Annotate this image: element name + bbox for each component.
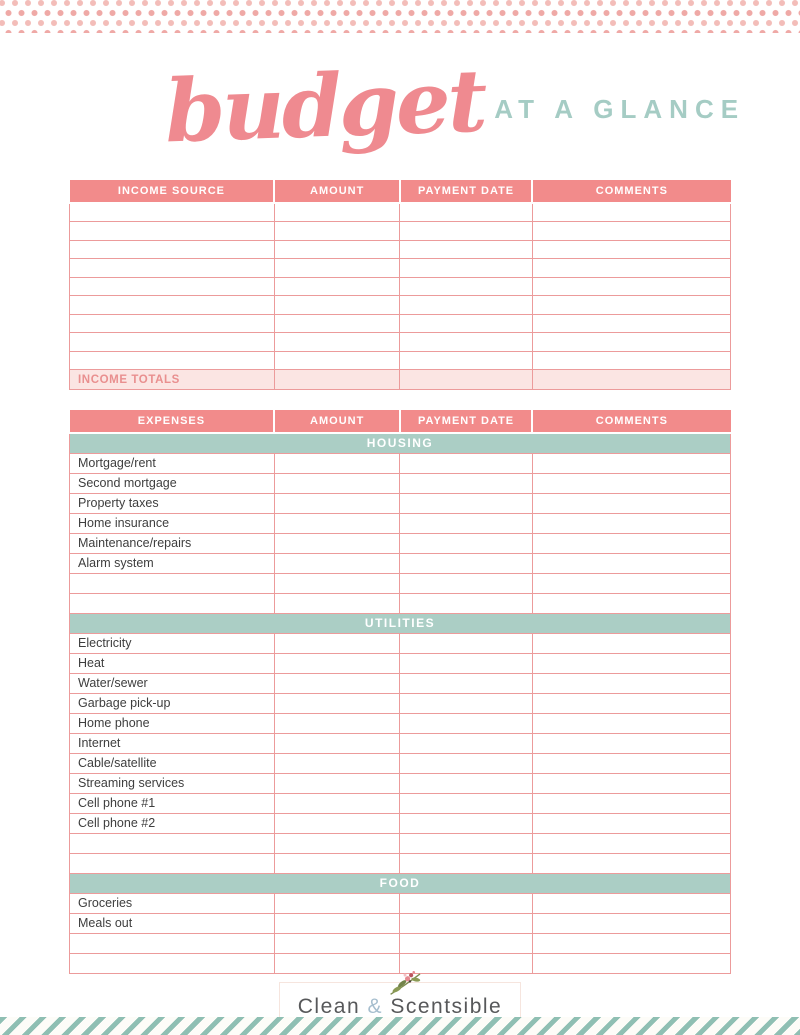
expense-row xyxy=(70,453,731,473)
blank-cell xyxy=(70,351,275,370)
blank-cell xyxy=(274,493,400,513)
brand-word-clean: Clean xyxy=(297,994,361,1018)
title-suffix-text: AT A GLANCE xyxy=(494,94,746,124)
expense-row xyxy=(70,933,731,953)
blank-cell xyxy=(274,733,400,753)
blank-cell xyxy=(532,222,730,241)
blank-cell xyxy=(400,933,532,953)
expense-item-label: Alarm system xyxy=(70,553,275,573)
blank-cell xyxy=(532,653,730,673)
expense-row xyxy=(70,833,731,853)
blank-cell xyxy=(400,370,532,390)
expense-item-label: Maintenance/repairs xyxy=(70,533,275,553)
expense-item-label: Water/sewer xyxy=(70,673,275,693)
polka-dot-border xyxy=(0,0,800,33)
blank-cell xyxy=(532,833,730,853)
blank-cell xyxy=(532,473,730,493)
blank-cell xyxy=(274,653,400,673)
blank-cell xyxy=(400,913,532,933)
blank-cell xyxy=(400,793,532,813)
blank-cell xyxy=(274,513,400,533)
blank-cell xyxy=(532,693,730,713)
expense-row xyxy=(70,653,731,673)
blank-cell xyxy=(532,953,730,973)
income-table xyxy=(69,180,731,390)
blank-cell xyxy=(400,653,532,673)
blank-cell xyxy=(532,893,730,913)
expenses-table xyxy=(69,410,731,974)
blank-cell xyxy=(70,933,275,953)
blank-cell xyxy=(274,453,400,473)
blank-cell xyxy=(400,513,532,533)
income-row xyxy=(70,314,731,333)
column-header: AMOUNT xyxy=(274,180,400,203)
expense-row xyxy=(70,573,731,593)
blank-cell xyxy=(532,493,730,513)
blank-cell xyxy=(532,793,730,813)
blank-cell xyxy=(532,933,730,953)
blank-cell xyxy=(274,933,400,953)
blank-cell xyxy=(532,853,730,873)
column-header: PAYMENT DATE xyxy=(400,410,532,433)
expense-row xyxy=(70,713,731,733)
blank-cell xyxy=(532,277,730,296)
blank-cell xyxy=(532,673,730,693)
blank-cell xyxy=(70,333,275,352)
blank-cell xyxy=(400,733,532,753)
blank-cell xyxy=(274,813,400,833)
blank-cell xyxy=(274,473,400,493)
expense-item-label: Garbage pick-up xyxy=(70,693,275,713)
blank-cell xyxy=(400,259,532,278)
blank-cell xyxy=(70,240,275,259)
blank-cell xyxy=(274,593,400,613)
blank-cell xyxy=(70,259,275,278)
blank-cell xyxy=(400,240,532,259)
blank-cell xyxy=(274,240,400,259)
blank-cell xyxy=(274,370,400,390)
blank-cell xyxy=(70,853,275,873)
blank-cell xyxy=(274,296,400,315)
blank-cell xyxy=(400,593,532,613)
blank-cell xyxy=(70,222,275,241)
expense-item-label: Cell phone #1 xyxy=(70,793,275,813)
blank-cell xyxy=(400,813,532,833)
blank-cell xyxy=(532,351,730,370)
income-row xyxy=(70,351,731,370)
expense-row xyxy=(70,533,731,553)
blank-cell xyxy=(400,296,532,315)
blank-cell xyxy=(400,633,532,653)
blank-cell xyxy=(400,673,532,693)
floral-sprig-icon xyxy=(384,967,429,1001)
blank-cell xyxy=(274,693,400,713)
blank-cell xyxy=(70,953,275,973)
brand-ampersand: & xyxy=(367,994,383,1018)
expense-item-label: Property taxes xyxy=(70,493,275,513)
income-header-row xyxy=(70,180,731,203)
blank-cell xyxy=(532,370,730,390)
blank-cell xyxy=(274,853,400,873)
expense-item-label: Home phone xyxy=(70,713,275,733)
income-table-body xyxy=(70,203,731,390)
blank-cell xyxy=(532,333,730,352)
blank-cell xyxy=(400,553,532,573)
blank-cell xyxy=(400,351,532,370)
section-band-label: FOOD xyxy=(70,873,731,893)
column-header: PAYMENT DATE xyxy=(400,180,532,203)
blank-cell xyxy=(274,533,400,553)
expense-row xyxy=(70,813,731,833)
blank-cell xyxy=(400,773,532,793)
column-header: COMMENTS xyxy=(532,180,730,203)
expense-item-label: Meals out xyxy=(70,913,275,933)
expense-item-label: Second mortgage xyxy=(70,473,275,493)
blank-cell xyxy=(400,753,532,773)
blank-cell xyxy=(532,240,730,259)
blank-cell xyxy=(532,813,730,833)
expense-item-label: Cable/satellite xyxy=(70,753,275,773)
blank-cell xyxy=(274,753,400,773)
expense-item-label: Cell phone #2 xyxy=(70,813,275,833)
blank-cell xyxy=(532,259,730,278)
blank-cell xyxy=(274,833,400,853)
blank-cell xyxy=(532,633,730,653)
expense-row xyxy=(70,773,731,793)
blank-cell xyxy=(400,203,532,222)
blank-cell xyxy=(400,314,532,333)
expense-row xyxy=(70,673,731,693)
income-totals-row xyxy=(70,370,731,390)
expense-row xyxy=(70,553,731,573)
income-row xyxy=(70,240,731,259)
brand-word-scentsible: Scentsible xyxy=(390,994,503,1018)
blank-cell xyxy=(532,513,730,533)
blank-cell xyxy=(400,333,532,352)
blank-cell xyxy=(274,553,400,573)
blank-cell xyxy=(532,773,730,793)
expense-row xyxy=(70,693,731,713)
blank-cell xyxy=(274,333,400,352)
blank-cell xyxy=(532,713,730,733)
expense-item-label: Groceries xyxy=(70,893,275,913)
blank-cell xyxy=(274,713,400,733)
income-row xyxy=(70,259,731,278)
expense-item-label: Mortgage/rent xyxy=(70,453,275,473)
expense-row xyxy=(70,753,731,773)
expense-row xyxy=(70,733,731,753)
blank-cell xyxy=(274,673,400,693)
income-row xyxy=(70,333,731,352)
blank-cell xyxy=(70,296,275,315)
section-band-row xyxy=(70,873,731,893)
blank-cell xyxy=(400,853,532,873)
title-script-word: budget xyxy=(163,50,486,163)
income-row xyxy=(70,203,731,222)
expense-row xyxy=(70,913,731,933)
blank-cell xyxy=(532,913,730,933)
blank-cell xyxy=(274,277,400,296)
expense-item-label: Electricity xyxy=(70,633,275,653)
blank-cell xyxy=(274,953,400,973)
expense-item-label: Heat xyxy=(70,653,275,673)
blank-cell xyxy=(274,913,400,933)
blank-cell xyxy=(532,753,730,773)
blank-cell xyxy=(532,203,730,222)
blank-cell xyxy=(400,693,532,713)
expense-row xyxy=(70,593,731,613)
expenses-table-body xyxy=(70,433,731,973)
expenses-header-row xyxy=(70,410,731,433)
income-row xyxy=(70,222,731,241)
blank-cell xyxy=(532,573,730,593)
expense-row xyxy=(70,633,731,653)
blank-cell xyxy=(400,573,532,593)
blank-cell xyxy=(532,593,730,613)
income-row xyxy=(70,296,731,315)
blank-cell xyxy=(400,473,532,493)
blank-cell xyxy=(400,277,532,296)
blank-cell xyxy=(400,222,532,241)
blank-cell xyxy=(532,533,730,553)
blank-cell xyxy=(70,277,275,296)
blank-cell xyxy=(400,833,532,853)
blank-cell xyxy=(274,314,400,333)
section-band-label: UTILITIES xyxy=(70,613,731,633)
blank-cell xyxy=(532,553,730,573)
expense-row xyxy=(70,793,731,813)
blank-cell xyxy=(400,453,532,473)
blank-cell xyxy=(70,593,275,613)
blank-cell xyxy=(274,773,400,793)
blank-cell xyxy=(400,713,532,733)
expense-row xyxy=(70,853,731,873)
expense-row xyxy=(70,893,731,913)
blank-cell xyxy=(274,893,400,913)
blank-cell xyxy=(274,793,400,813)
income-totals-label: INCOME TOTALS xyxy=(70,370,275,390)
blank-cell xyxy=(70,573,275,593)
blank-cell xyxy=(532,314,730,333)
blank-cell xyxy=(274,203,400,222)
diagonal-stripe-border xyxy=(0,1017,800,1035)
expense-item-label: Internet xyxy=(70,733,275,753)
income-row xyxy=(70,277,731,296)
blank-cell xyxy=(532,733,730,753)
blank-cell xyxy=(274,259,400,278)
blank-cell xyxy=(400,893,532,913)
blank-cell xyxy=(274,573,400,593)
column-header: COMMENTS xyxy=(532,410,730,433)
blank-cell xyxy=(70,833,275,853)
section-band-label: HOUSING xyxy=(70,433,731,453)
section-band-row xyxy=(70,433,731,453)
column-header: AMOUNT xyxy=(274,410,400,433)
expense-item-label: Streaming services xyxy=(70,773,275,793)
blank-cell xyxy=(70,314,275,333)
blank-cell xyxy=(70,203,275,222)
blank-cell xyxy=(400,533,532,553)
blank-cell xyxy=(532,296,730,315)
page-title xyxy=(55,33,800,180)
expense-row xyxy=(70,473,731,493)
blank-cell xyxy=(274,222,400,241)
column-header: INCOME SOURCE xyxy=(70,180,275,203)
blank-cell xyxy=(274,351,400,370)
column-header: EXPENSES xyxy=(70,410,275,433)
blank-cell xyxy=(274,633,400,653)
expense-row xyxy=(70,513,731,533)
expense-row xyxy=(70,493,731,513)
expense-item-label: Home insurance xyxy=(70,513,275,533)
blank-cell xyxy=(400,493,532,513)
section-band-row xyxy=(70,613,731,633)
blank-cell xyxy=(532,453,730,473)
